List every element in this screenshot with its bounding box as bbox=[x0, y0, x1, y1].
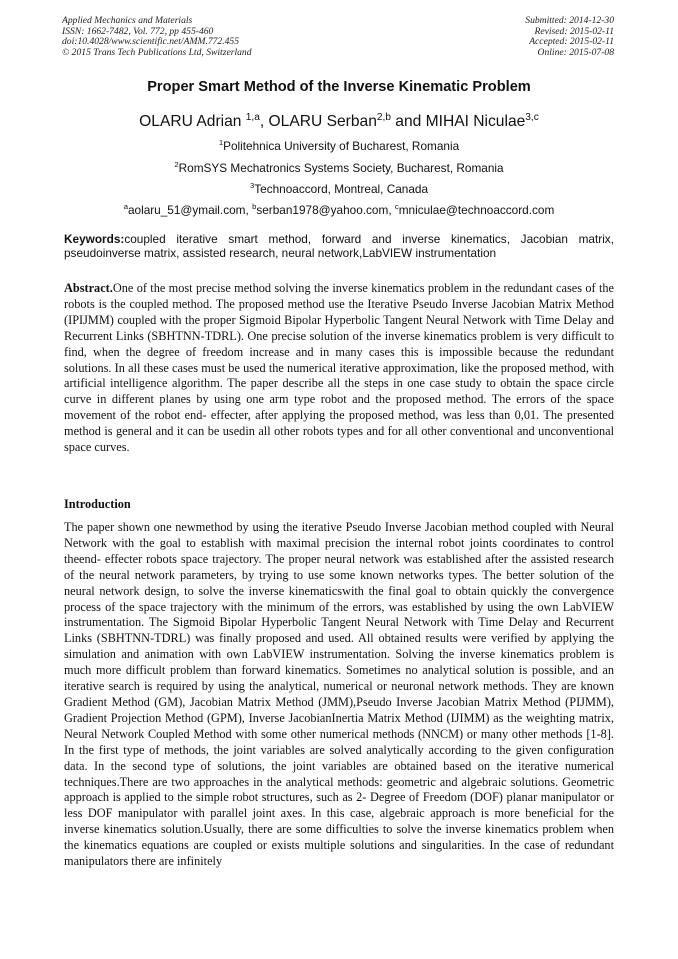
affiliation-2-sup: 2 bbox=[174, 160, 179, 170]
introduction-text: The paper shown one newmethod by using the iterative Pseudo Inverse Jacobian method coupled with Neural Network with the goal to establish with maximal precision the internal robot joints coordinates to control theend- effecter robots space trajectory. The proper neural network was established after the assisted research of the neural network parameters, by trying to use some known networks types. The better solution of the neural network design, to solve the inverse kinematicswith the final goal to obtain quickly the convergence process of the space trajectory with the minimum of the errors, was established by using the own LabVIEW instrumentation. The Sigmoid Bipolar Hyperbolic Tangent Neural Network with Time Delay and Recurrent Links (SBHTNN-TDRL) was finally proposed and used. All obtained results were verified by applying the simulation and animation with own LabVIEW instrumentation. Solving the inverse kinematics problem is much more difficult problem than forward kinematics. Sometimes no analytical solution is possible, and an iterative search is required by using the analytical, numerical or neuronal network methods. They are known Gradient Method (GM), Jacobian Matrix Method (JMM),Pseudo Inverse Jacobian Matrix Method (PIJMM), Gradient Projection Method (GPM), Inverse JacobianInertia Matrix Method (IJIMM) as the weighting matrix, Neural Network Coupled Method with some other numerical methods (NNCM) or many other methods [1-8]. In the first type of methods, the joint variables are solved analytically according to the given configuration data. In the second type of solutions, the joint variables are obtained based on the iterative numerical techniques.There are two approaches in the analytical methods: geometric and algebraic solutions. Geometric approach is applied to the simple robot structures, such as 2- Degree of Freedom (DOF) planar manipulator or less DOF manipulator with parallel joint axes. In this case, algebraic approach is more beneficial for the inverse kinematics solution.Usually, there are some difficulties to solve the inverse kinematics problem when the kinematics equations are coupled or exists multiple solutions and singularities. In the case of redundant manipulators there are infinitely bbox=[64, 520, 614, 869]
introduction-heading: Introduction bbox=[64, 497, 131, 511]
author-1-sup: 1,a bbox=[245, 111, 260, 123]
affiliation-1 bbox=[0, 139, 678, 153]
date-revised: Revised: 2015-02-11 bbox=[534, 25, 614, 37]
affiliation-3-text: Technoaccord, Montreal, Canada bbox=[254, 182, 429, 196]
journal-copyright: © 2015 Trans Tech Publications Ltd, Switzerland bbox=[62, 46, 252, 58]
email-2: serban1978@yahoo.com, bbox=[256, 203, 395, 217]
journal-name: Applied Mechanics and Materials bbox=[62, 15, 193, 26]
author-3: and MIHAI Niculae bbox=[390, 113, 526, 130]
keywords-text: coupled iterative smart method, forward and inverse kinematics, Jacobian matrix, pseudoinverse matrix, assisted research, neural network,LabVIEW instrumentation bbox=[64, 232, 614, 260]
abstract-text: One of the most precise method solving the inverse kinematics problem in the redundant cases of the robots is the coupled method. The proposed method use the Iterative Pseudo Inverse Jacobian Matrix Method (IPIJMM) coupled with the proper Sigmoid Bipolar Hyperbolic Tangent Neural Network with Time Delay and Recurrent Links (SBHTNN-TDRL). One precise solution of the inverse kinematics problem is very difficult to find, when the degree of freedom increase and in many cases this is impossible because the redundant solutions. In all these cases must be used the numerical iterative approximation, like the proposed method, with artificial intelligence algorithm. The paper describe all the steps in one case study to obtain the space circle curve in different planes by using one arm type robot and the proposed method. The errors of the space movement of the robot end- effecter, after applying the proposed method, was less than 0,01. The presented method is general and it can be usedin all other robots types and for all other conventional and unconventional space curves. bbox=[64, 281, 614, 455]
date-submitted: Submitted: 2014-12-30 bbox=[525, 15, 614, 26]
date-online: Online: 2015-07-08 bbox=[537, 46, 614, 58]
email-1-sup: a bbox=[123, 202, 128, 212]
abstract-label: Abstract. bbox=[64, 281, 113, 295]
email-1: aolaru_51@ymail.com, bbox=[127, 203, 253, 217]
affiliation-1-text: Politehnica University of Bucharest, Romania bbox=[223, 139, 460, 153]
keywords bbox=[64, 233, 614, 260]
author-1: OLARU Adrian bbox=[139, 113, 246, 130]
email-2-sup: b bbox=[252, 202, 257, 212]
email-3: mniculae@technoaccord.com bbox=[398, 203, 555, 217]
affiliation-3 bbox=[0, 182, 678, 196]
affiliation-2-text: RomSYS Mechatronics Systems Society, Bucharest, Romania bbox=[178, 161, 504, 175]
journal-info bbox=[62, 16, 252, 58]
publication-dates bbox=[525, 16, 614, 58]
date-accepted: Accepted: 2015-02-11 bbox=[529, 36, 614, 48]
affiliation-1-sup: 1 bbox=[218, 138, 224, 148]
author-2: , OLARU Serban bbox=[259, 113, 377, 130]
keywords-label: Keywords: bbox=[64, 232, 125, 246]
affiliation-3-sup: 3 bbox=[249, 181, 255, 191]
author-list bbox=[0, 113, 678, 131]
journal-doi: doi:10.4028/www.scientific.net/AMM.772.455 bbox=[62, 36, 240, 48]
journal-issn: ISSN: 1662-7482, Vol. 772, pp 455-460 bbox=[62, 25, 214, 37]
author-3-sup: 3,c bbox=[525, 111, 539, 123]
author-2-sup: 2,b bbox=[376, 111, 391, 123]
email-3-sup: c bbox=[394, 202, 399, 212]
author-emails bbox=[0, 203, 678, 217]
abstract bbox=[64, 281, 614, 456]
paper-title: Proper Smart Method of the Inverse Kinematic Problem bbox=[147, 79, 531, 95]
affiliation-2 bbox=[0, 161, 678, 175]
